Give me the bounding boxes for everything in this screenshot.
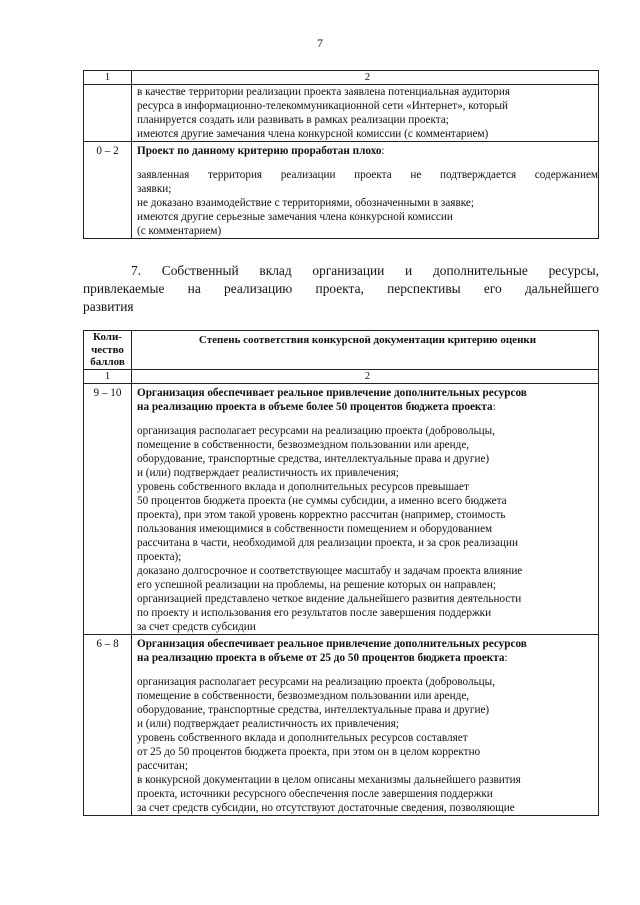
text-line: в качестве территории реализации проекта заявлена потенциальная аудитория (137, 86, 511, 98)
text-line: оборудование, транспортные средства, интеллектуальные права и другие) (137, 452, 490, 465)
text-line: организацией представлено четкое видение дальнейшего развития деятельности (137, 592, 522, 605)
text-line: пользования имеющимися в собственности помещением и оборудованием (137, 522, 493, 535)
column-number: 1 (84, 71, 132, 85)
text-line: в конкурсной документации в целом описаны механизмы дальнейшего развития (137, 773, 521, 786)
criterion-title-text: на реализацию проекта в объеме более 50 процентов бюджета проекта (137, 400, 493, 413)
text-line: его успешной реализации на проблемы, на решение которых он направлен; (137, 578, 496, 591)
section-heading-line: привлекаемые на реализацию проекта, перспективы его дальнейшего (83, 281, 599, 296)
text-line: по проекту и использования его результатов после завершения поддержки (137, 606, 492, 619)
text-line: имеются другие замечания члена конкурсной комиссии (с комментарием) (137, 128, 489, 140)
description-cell (132, 142, 599, 239)
criterion-title-text: Проект по данному критерию проработан плохо (137, 145, 382, 157)
score-cell: 6 – 8 (84, 634, 132, 815)
criteria-table-2 (83, 330, 599, 816)
text-line: за счет средств субсидии (137, 620, 256, 633)
text-line: 50 процентов бюджета проекта (не суммы субсидии, а именно всего бюджета (137, 494, 507, 507)
description-column-header: Степень соответствия конкурсной документации критерию оценки (132, 331, 599, 370)
section-heading-line: 7. Собственный вклад организации и дополнительные ресурсы, (131, 263, 599, 278)
text-line: уровень собственного вклада и дополнительных ресурсов составляет (137, 731, 468, 744)
text-line: помещение в собственности, безвозмездном пользовании или аренде, (137, 689, 470, 702)
column-number: 2 (132, 369, 599, 383)
section-heading (83, 262, 599, 316)
text-line: планируется создать или развивать в рамках реализации проекта; (137, 114, 449, 126)
text-line: доказано долгосрочное и соответствующее масштабу и задачам проекта влияние (137, 564, 523, 577)
section-heading-line: развития (83, 299, 134, 314)
text-line: проекта, источники ресурсного обеспечения после завершения поддержки (137, 787, 493, 800)
criterion-title-text: на реализацию проекта в объеме от 25 до 50 процентов бюджета проекта (137, 651, 505, 664)
text-line: и (или) подтверждает реалистичность их привлечения; (137, 717, 399, 730)
criterion-title-line: Организация обеспечивает реальное привлечение дополнительных ресурсов (137, 386, 527, 399)
criterion-title-line (137, 651, 598, 665)
column-number-row (84, 369, 599, 383)
header-row (84, 331, 599, 370)
text-line: оборудование, транспортные средства, интеллектуальные права и другие) (137, 703, 490, 716)
criterion-title-colon: : (504, 651, 508, 664)
column-number: 2 (132, 71, 599, 85)
description-cell (132, 85, 599, 142)
table-row (84, 85, 599, 142)
description-cell (132, 634, 599, 815)
score-column-header: Коли- чество баллов (84, 331, 132, 370)
criterion-title (137, 144, 598, 158)
text-line: не доказано взаимодействие с территориями, обозначенными в заявке; (137, 197, 474, 209)
score-cell: 0 – 2 (84, 142, 132, 239)
criterion-title-colon: : (381, 145, 385, 157)
text-line: помещение в собственности, безвозмездном пользовании или аренде, (137, 438, 470, 451)
text-line: проекта); (137, 550, 182, 563)
column-number-row (84, 71, 599, 85)
text-line: рассчитана в части, необходимой для реализации проекта, и за срок реализации (137, 536, 518, 549)
text-line: ресурса в информационно-телекоммуникационной сети «Интернет», который (137, 100, 509, 112)
table-row (84, 634, 599, 815)
text-line: проекта), при этом такой уровень корректно рассчитан (например, стоимость (137, 508, 506, 521)
criterion-title-line (137, 400, 598, 414)
text-line: от 25 до 50 процентов бюджета проекта, при этом он в целом корректно (137, 745, 481, 758)
criterion-title-colon: : (492, 400, 496, 413)
text-line: заявки; (137, 183, 172, 195)
criteria-table-1 (83, 70, 599, 239)
text-line: за счет средств субсидии, но отсутствуют достаточные сведения, позволяющие (137, 801, 515, 814)
text-line: рассчитан; (137, 759, 188, 772)
score-cell: 9 – 10 (84, 383, 132, 634)
text-line: организация располагает ресурсами на реализацию проекта (добровольцы, (137, 424, 495, 437)
description-cell (132, 383, 599, 634)
text-line: уровень собственного вклада и дополнительных ресурсов превышает (137, 480, 469, 493)
text-line: организация располагает ресурсами на реализацию проекта (добровольцы, (137, 675, 495, 688)
text-line: и (или) подтверждает реалистичность их привлечения; (137, 466, 399, 479)
score-cell (84, 85, 132, 142)
column-number: 1 (84, 369, 132, 383)
table-row (84, 142, 599, 239)
page-number: 7 (317, 36, 323, 50)
text-line: имеются другие серьезные замечания члена конкурсной комиссии (137, 211, 453, 223)
criterion-title-line: Организация обеспечивает реальное привлечение дополнительных ресурсов (137, 637, 527, 650)
table-row (84, 383, 599, 634)
text-line: заявленная территория реализации проекта не подтверждается содержанием (137, 169, 598, 181)
text-line: (с комментарием) (137, 225, 222, 237)
